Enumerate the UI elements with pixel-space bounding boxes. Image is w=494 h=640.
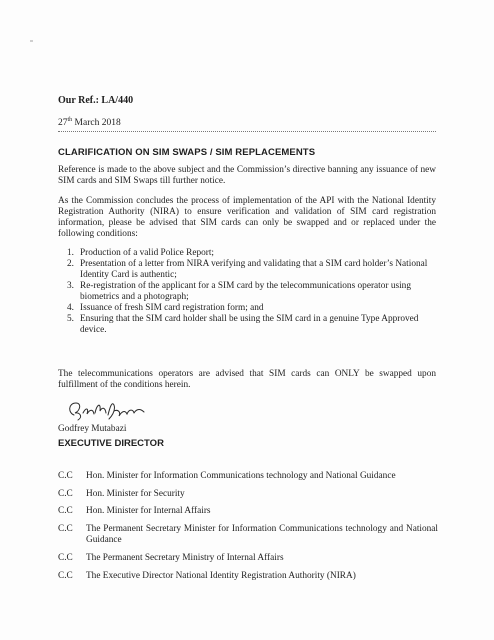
signer-title: EXECUTIVE DIRECTOR xyxy=(58,438,164,449)
condition-number: 4. xyxy=(67,303,74,313)
cc-recipient: The Executive Director National Identity Registration Authority (NIRA) xyxy=(86,571,356,581)
condition-item xyxy=(58,248,436,259)
condition-number: 3. xyxy=(67,281,74,291)
condition-number: 5. xyxy=(67,314,74,324)
cc-item xyxy=(58,506,438,517)
date-day: 27 xyxy=(58,118,68,128)
condition-item xyxy=(58,259,436,281)
subject-heading: CLARIFICATION ON SIM SWAPS / SIM REPLACEMENTS xyxy=(58,147,316,158)
cc-label: C.C xyxy=(58,524,73,534)
cc-recipient: Hon. Minister for Information Communications technology and National Guidance xyxy=(86,471,396,481)
condition-item xyxy=(58,314,436,336)
date-month-year: March 2018 xyxy=(72,118,121,128)
cc-recipient: The Permanent Secretary Minister for Information Communications technology and National Guidance xyxy=(86,524,438,545)
handwritten-signature xyxy=(64,395,149,425)
scan-speck xyxy=(30,40,33,42)
condition-item xyxy=(58,303,436,314)
cc-recipient: Hon. Minister for Internal Affairs xyxy=(86,506,211,516)
cc-recipient: The Permanent Secretary Ministry of Internal Affairs xyxy=(86,553,284,563)
cc-label: C.C xyxy=(58,489,73,499)
cc-label: C.C xyxy=(58,471,73,481)
condition-text: Ensuring that the SIM card holder shall be using the SIM card in a genuine Type Approved device. xyxy=(80,314,419,335)
intro-paragraph: Reference is made to the above subject and the Commission’s directive banning any issuance of new SIM cards and SIM Swaps till further notice. xyxy=(58,165,436,186)
condition-text: Production of a valid Police Report; xyxy=(80,248,215,258)
condition-number: 2. xyxy=(67,259,74,269)
cc-item xyxy=(58,553,438,564)
reference-number: Our Ref.: LA/440 xyxy=(58,95,134,106)
cc-recipient: Hon. Minister for Security xyxy=(86,489,185,499)
cc-item xyxy=(58,571,438,582)
condition-text: Presentation of a letter from NIRA verifying and validating that a SIM card holder’s National Identity Card is authentic; xyxy=(80,259,428,280)
closing-paragraph: The telecommunications operators are advised that SIM cards can ONLY be swapped upon fulfillment of the conditions herein. xyxy=(58,369,436,390)
condition-item xyxy=(58,281,436,303)
condition-text: Re-registration of the applicant for a SIM card by the telecommunications operator using biometrics and a photograph; xyxy=(80,281,411,302)
condition-text: Issuance of fresh SIM card registration form; and xyxy=(80,303,264,313)
signer-name: Godfrey Mutabazi xyxy=(58,424,127,434)
conditions-intro-paragraph: As the Commission concludes the process of implementation of the API with the National Identity Registration Authority (NIRA) to ensure verification and validation of SIM card registration information, please be advised that SIM cards can only be swapped and or replaced under the following conditions: xyxy=(58,196,436,239)
cc-label: C.C xyxy=(58,553,73,563)
cc-item xyxy=(58,524,438,546)
dotted-divider xyxy=(58,131,436,132)
letter-date xyxy=(58,118,121,128)
date-suffix: th xyxy=(67,116,73,123)
conditions-list xyxy=(58,248,436,336)
cc-label: C.C xyxy=(58,571,73,581)
cc-item xyxy=(58,471,438,482)
cc-label: C.C xyxy=(58,506,73,516)
condition-number: 1. xyxy=(67,248,74,258)
cc-list xyxy=(58,471,438,582)
cc-item xyxy=(58,489,438,500)
